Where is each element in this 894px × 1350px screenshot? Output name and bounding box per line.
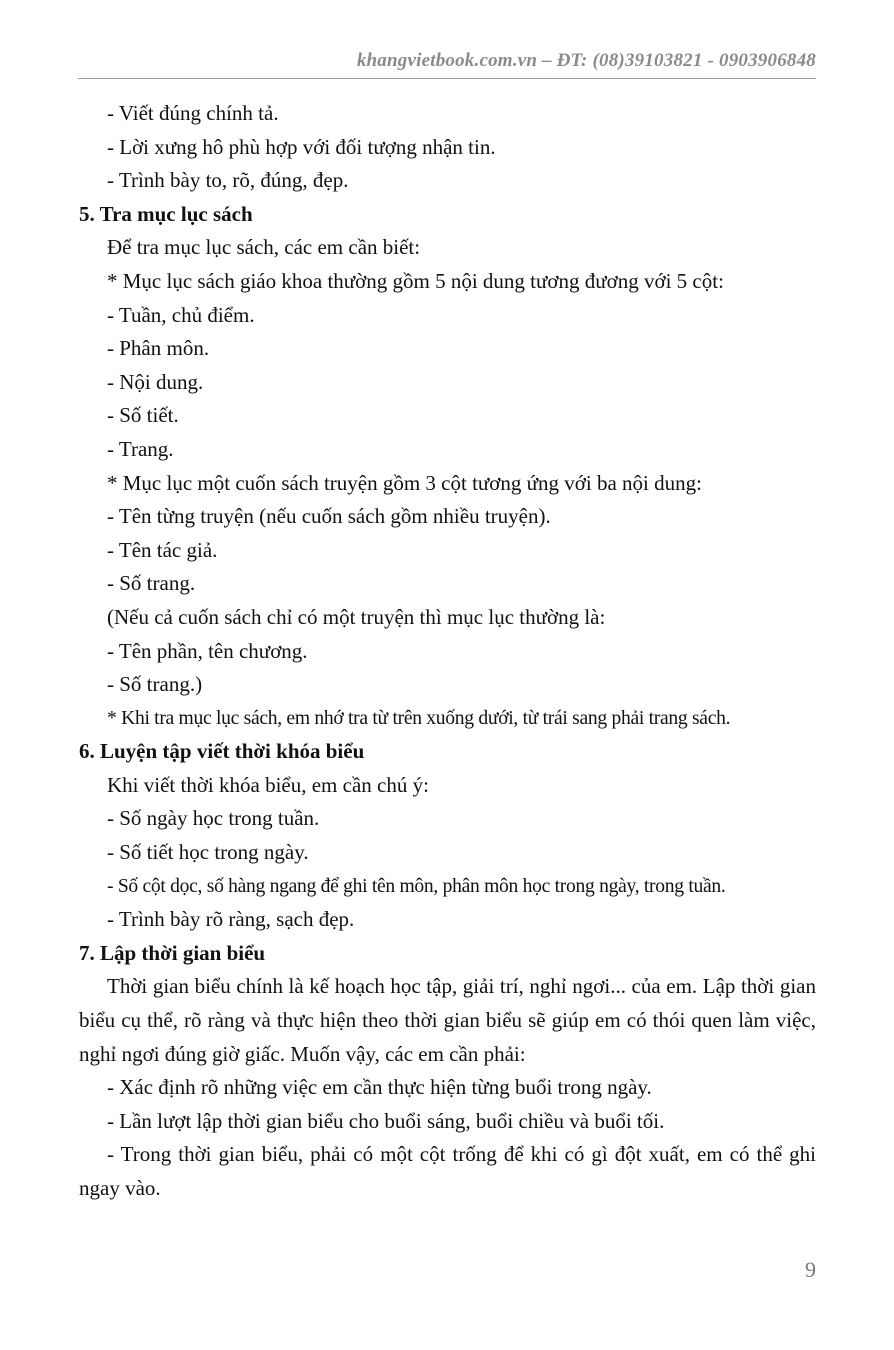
bullet-line: - Tên từng truyện (nếu cuốn sách gồm nhiều truyện).: [107, 504, 551, 529]
page-body: [79, 97, 816, 1206]
intro-line: Khi viết thời khóa biểu, em cần chú ý:: [107, 772, 429, 797]
page-number: 9: [805, 1257, 816, 1282]
section-heading-7: 7. Lập thời gian biểu: [79, 940, 266, 965]
bullet-line: - Tuần, chủ điểm.: [107, 302, 255, 327]
note-line: (Nếu cả cuốn sách chỉ có một truyện thì mục lục thường là:: [107, 604, 606, 629]
paragraph-line: - Trong thời gian biểu, phải có một cột trống để khi có gì đột xuất, em có thể ghi ngay vào.: [79, 1142, 816, 1200]
page-header: [78, 50, 816, 79]
bullet-line: - Trình bày rõ ràng, sạch đẹp.: [107, 907, 355, 932]
bullet-line: - Tên phần, tên chương.: [107, 638, 308, 663]
bullet-line: - Số ngày học trong tuần.: [107, 806, 320, 831]
note-line: * Khi tra mục lục sách, em nhớ tra từ trên xuống dưới, từ trái sang phải trang sách.: [107, 707, 731, 729]
note-line: * Mục lục sách giáo khoa thường gồm 5 nội dung tương đương với 5 cột:: [107, 268, 724, 293]
paragraph: Thời gian biểu chính là kế hoạch học tập, giải trí, nghỉ ngơi... của em. Lập thời gian biểu cụ thể, rõ ràng và thực hiện theo thời gian biểu sẽ giúp em có thói quen làm việc, nghỉ ngơi đúng giờ giấc. Muốn vậy, các em cần phải:: [79, 974, 816, 1066]
paragraph-line: - Lần lượt lập thời gian biểu cho buổi sáng, buổi chiều và buổi tối.: [107, 1108, 665, 1133]
bullet-line: - Số trang.): [107, 672, 203, 697]
bullet-line: - Tên tác giả.: [107, 537, 218, 562]
intro-line: Để tra mục lục sách, các em cần biết:: [107, 235, 421, 260]
section-heading-5: 5. Tra mục lục sách: [79, 201, 253, 226]
bullet-line: - Viết đúng chính tả.: [107, 101, 279, 125]
bullet-line: - Trang.: [107, 436, 174, 461]
note-line: * Mục lục một cuốn sách truyện gồm 3 cột tương ứng với ba nội dung:: [107, 470, 702, 495]
bullet-line: - Lời xưng hô phù hợp với đối tượng nhận tin.: [107, 134, 496, 159]
header-text: khangvietbook.com.vn – ĐT: (08)39103821 - 0903906848: [356, 50, 816, 71]
bullet-line: - Số cột dọc, số hàng ngang để ghi tên môn, phân môn học trong ngày, trong tuần.: [107, 875, 726, 897]
bullet-line: - Nội dung.: [107, 369, 204, 394]
bullet-line: - Phân môn.: [107, 336, 210, 361]
bullet-line: - Trình bày to, rõ, đúng, đẹp.: [107, 168, 349, 193]
bullet-line: - Số tiết học trong ngày.: [107, 840, 309, 865]
bullet-line: - Số trang.: [107, 571, 196, 596]
bullet-line: - Số tiết.: [107, 403, 179, 428]
paragraph-line: - Xác định rõ những việc em cần thực hiện từng buổi trong ngày.: [107, 1075, 652, 1100]
section-heading-6: 6. Luyện tập viết thời khóa biểu: [79, 739, 365, 764]
